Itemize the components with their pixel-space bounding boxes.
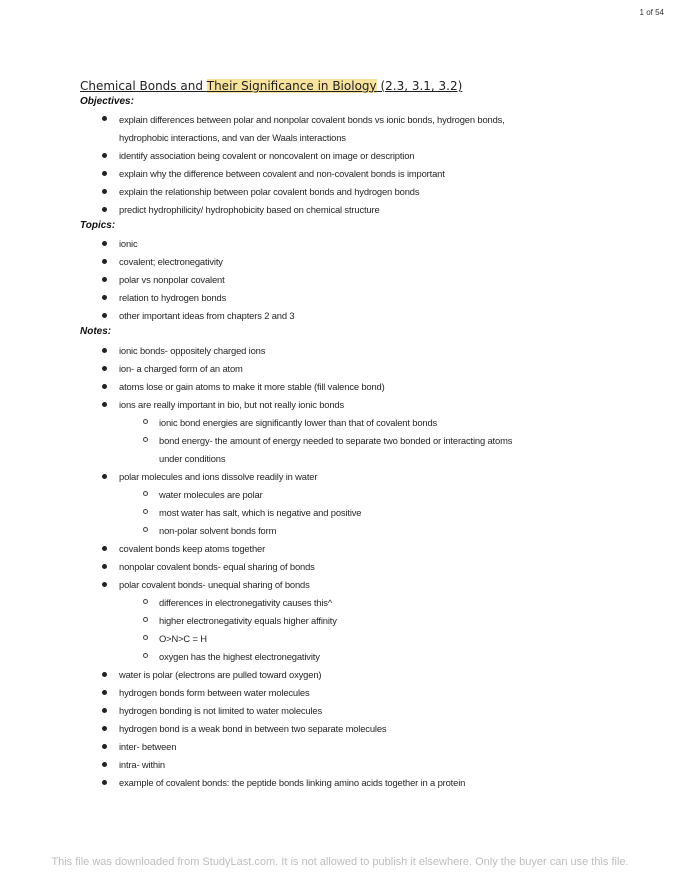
objective-item: predict hydrophilicity/ hydrophobicity based on chemical structure <box>119 204 380 215</box>
bullet-icon <box>102 366 107 371</box>
bullet-icon <box>102 708 107 713</box>
note-subitem: ionic bond energies are significantly lower than that of covalent bonds <box>159 417 438 428</box>
note-subitem: most water has salt, which is negative and positive <box>159 507 362 518</box>
note-subitem: non-polar solvent bonds form <box>159 525 277 536</box>
bullet-icon <box>102 690 107 695</box>
sub-bullet-icon <box>143 599 148 604</box>
bullet-icon <box>102 780 107 785</box>
bullet-icon <box>102 241 107 246</box>
bullet-icon <box>102 582 107 587</box>
bullet-icon <box>102 116 107 121</box>
bullet-icon <box>102 402 107 407</box>
topic-item: other important ideas from chapters 2 and 3 <box>119 310 295 321</box>
note-subitem: O>N>C = H <box>159 633 207 644</box>
topic-item: polar vs nonpolar covalent <box>119 274 225 285</box>
sub-bullet-icon <box>143 509 148 514</box>
bullet-icon <box>102 726 107 731</box>
note-subitem: differences in electronegativity causes this^ <box>159 597 333 608</box>
topic-item: ionic <box>119 238 138 249</box>
sub-bullet-icon <box>143 635 148 640</box>
document-title <box>80 79 462 93</box>
bullet-icon <box>102 744 107 749</box>
bullet-icon <box>102 277 107 282</box>
objective-item-1b: hydrophobic interactions, and van der Waals interactions <box>119 132 346 143</box>
bullet-icon <box>102 207 107 212</box>
bullet-icon <box>102 189 107 194</box>
topic-item: relation to hydrogen bonds <box>119 292 227 303</box>
note-item: example of covalent bonds: the peptide bonds linking amino acids together in a protein <box>119 777 466 788</box>
note-item: ions are really important in bio, but not really ionic bonds <box>119 399 344 410</box>
sub-bullet-icon <box>143 653 148 658</box>
note-item: intra- within <box>119 759 165 770</box>
objective-item: explain why the difference between covalent and non-covalent bonds is important <box>119 168 445 179</box>
sub-bullet-icon <box>143 527 148 532</box>
topics-heading: Topics: <box>80 220 116 231</box>
note-subitem: bond energy- the amount of energy needed to separate two bonded or interacting atoms <box>159 435 513 446</box>
bullet-icon <box>102 564 107 569</box>
bullet-icon <box>102 474 107 479</box>
note-subitem-continuation: under conditions <box>159 453 226 464</box>
note-subitem: water molecules are polar <box>159 489 263 500</box>
note-item: water is polar (electrons are pulled toward oxygen) <box>119 669 322 680</box>
bullet-icon <box>102 313 107 318</box>
sub-bullet-icon <box>143 419 148 424</box>
objective-item: explain the relationship between polar covalent bonds and hydrogen bonds <box>119 186 420 197</box>
notes-heading: Notes: <box>80 326 112 337</box>
bullet-icon <box>102 259 107 264</box>
sub-bullet-icon <box>143 617 148 622</box>
title-part-1: Chemical Bonds and <box>80 79 207 93</box>
objective-item-1a: explain differences between polar and nonpolar covalent bonds vs ionic bonds, hydrogen bonds, <box>119 114 505 125</box>
note-item: hydrogen bonds form between water molecules <box>119 687 310 698</box>
title-part-2-highlighted: Their Significance in Biology <box>206 79 377 93</box>
note-subitem: oxygen has the highest electronegativity <box>159 651 320 662</box>
note-item: ionic bonds- oppositely charged ions <box>119 345 266 356</box>
note-item: hydrogen bonding is not limited to water molecules <box>119 705 323 716</box>
note-item: inter- between <box>119 741 177 752</box>
bullet-icon <box>102 295 107 300</box>
bullet-icon <box>102 672 107 677</box>
note-item: polar covalent bonds- unequal sharing of bonds <box>119 579 310 590</box>
note-item: covalent bonds keep atoms together <box>119 543 266 554</box>
bullet-icon <box>102 348 107 353</box>
note-item: ion- a charged form of an atom <box>119 363 243 374</box>
objective-item: identify association being covalent or noncovalent on image or description <box>119 150 415 161</box>
download-watermark-footer: This file was downloaded from StudyLast.com. It is not allowed to publish it elsewhere. Only the buyer can use this file. <box>51 856 629 868</box>
sub-bullet-icon <box>143 491 148 496</box>
page-number: 1 of 54 <box>639 8 664 17</box>
bullet-icon <box>102 153 107 158</box>
bullet-icon <box>102 171 107 176</box>
topic-item: covalent; electronegativity <box>119 256 223 267</box>
objectives-heading: Objectives: <box>80 96 134 107</box>
bullet-icon <box>102 546 107 551</box>
bullet-icon <box>102 762 107 767</box>
title-part-3: (2.3, 3.1, 3.2) <box>376 79 463 93</box>
bullet-icon <box>102 384 107 389</box>
note-item: hydrogen bond is a weak bond in between two separate molecules <box>119 723 387 734</box>
note-item: atoms lose or gain atoms to make it more stable (fill valence bond) <box>119 381 385 392</box>
note-item: polar molecules and ions dissolve readily in water <box>119 471 318 482</box>
sub-bullet-icon <box>143 437 148 442</box>
note-subitem: higher electronegativity equals higher affinity <box>159 615 337 626</box>
note-item: nonpolar covalent bonds- equal sharing of bonds <box>119 561 315 572</box>
